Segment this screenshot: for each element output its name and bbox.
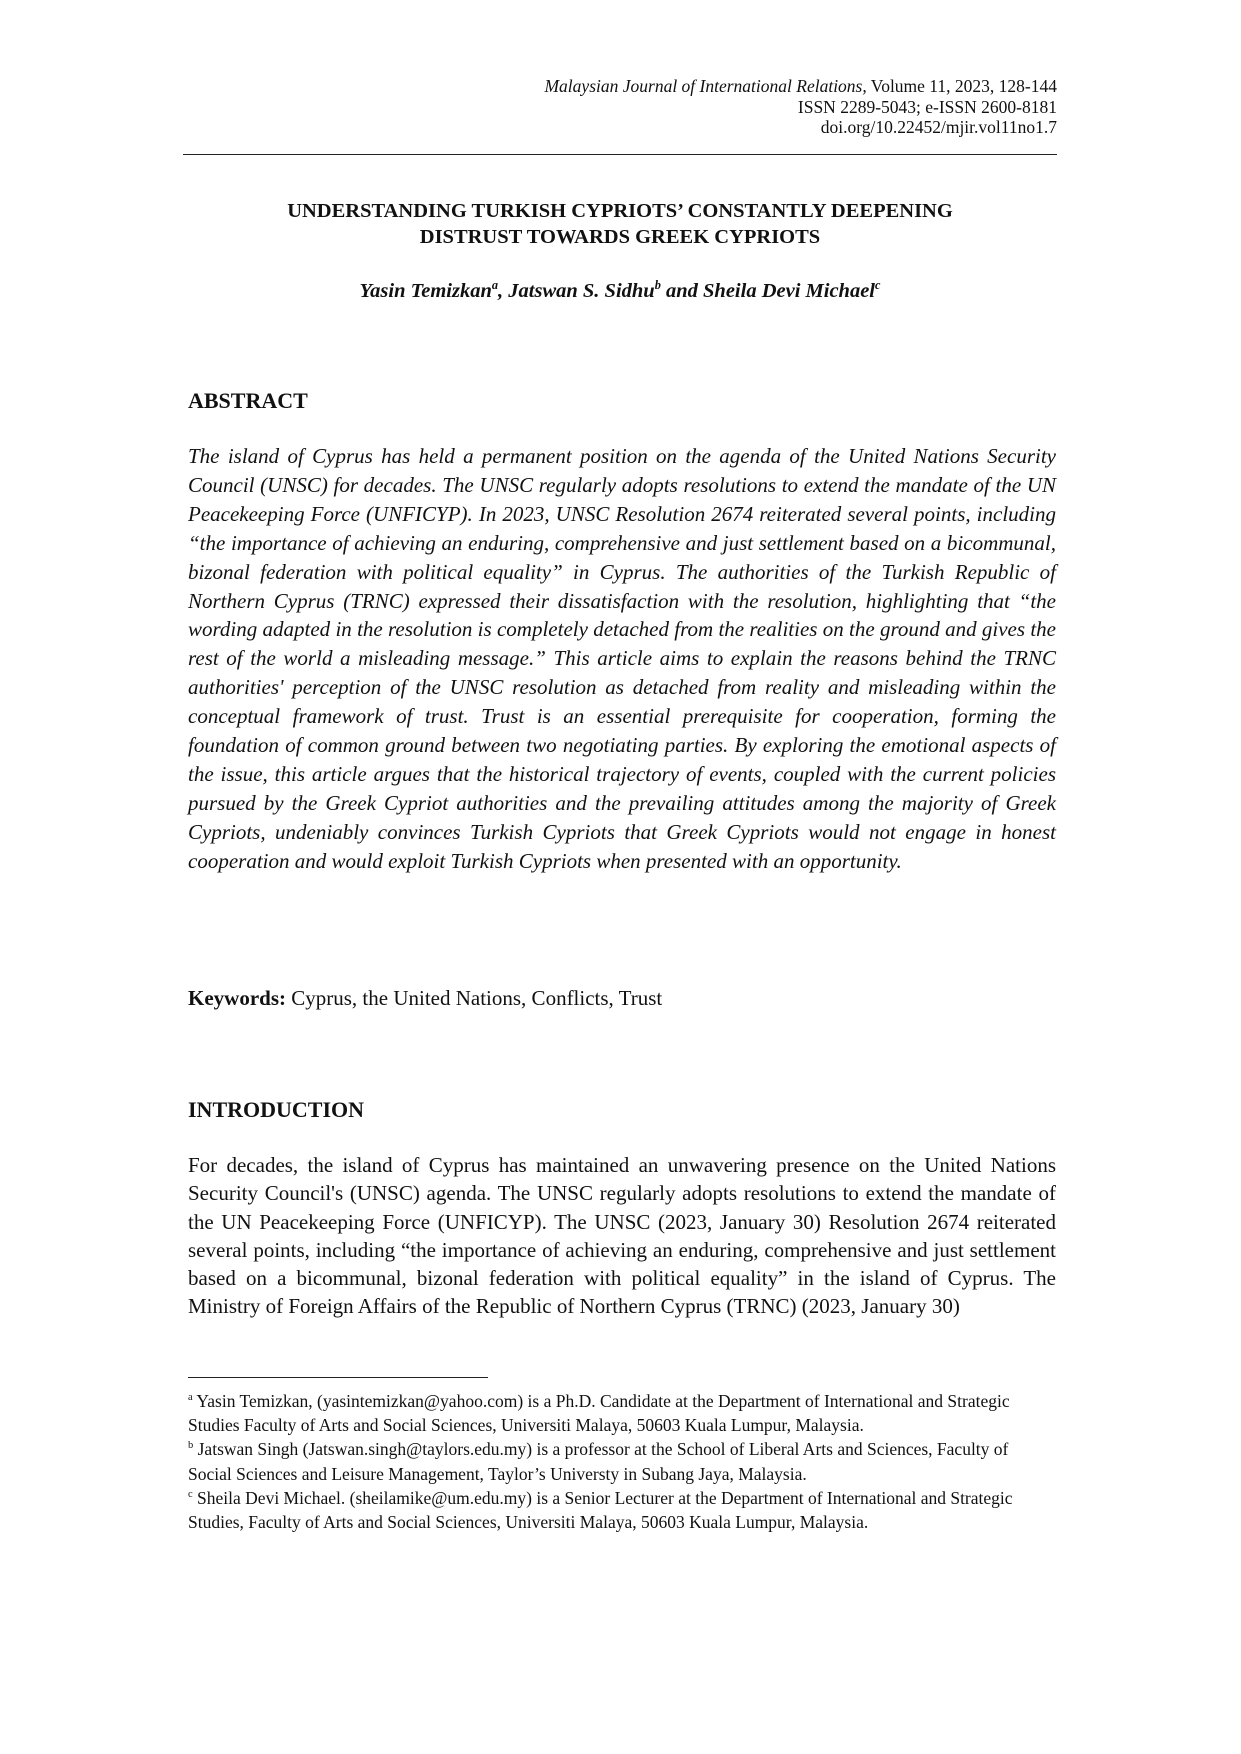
journal-issn: ISSN 2289-5043; e-ISSN 2600-8181: [797, 96, 1057, 117]
footnote-a-text: Yasin Temizkan, (yasintemizkan@yahoo.com) is a Ph.D. Candidate at the Department of International and Strategic Studies Faculty of Arts and Social Sciences, Universiti Malaya, 50603 Kuala Lumpur, Malaysia.: [188, 1391, 1010, 1436]
footnote-b: [188, 1437, 1056, 1485]
title-line-2: DISTRUST TOWARDS GREEK CYPRIOTS: [419, 226, 821, 248]
footnote-b-mark: b: [188, 1440, 194, 1452]
author-list: [183, 278, 1057, 304]
author-1-name: Yasin Temizkan: [359, 280, 492, 302]
author-3-affiliation-mark: c: [875, 278, 881, 293]
footnote-a-mark: a: [188, 1392, 193, 1404]
article-doi: doi.org/10.22452/mjir.vol11no1.7: [820, 117, 1057, 137]
introduction-text: For decades, the island of Cyprus has maintained an unwavering presence on the United Nations Security Council's (UNSC) agenda. The UNSC regularly adopts resolutions to extend the mandate of the UN Peacekeeping Force (UNFICYP). The UNSC (2023, January 30) Resolution 2674 reiterated several points, including “the importance of achieving an enduring, comprehensive and just settlement based on a bicommunal, bizonal federation with political equality” in the island of Cyprus. The Ministry of Foreign Affairs of the Republic of Northern Cyprus (TRNC) (2023, January 30): [188, 1153, 1056, 1319]
header-divider: [183, 154, 1057, 155]
footnote-c-text: Sheila Devi Michael. (sheilamike@um.edu.my) is a Senior Lecturer at the Department of International and Strategic Studies, Faculty of Arts and Social Sciences, Universiti Malaya, 50603 Kuala Lumpur, Malaysia.: [188, 1487, 1013, 1533]
title-line-1: UNDERSTANDING TURKISH CYPRIOTS’ CONSTANTLY DEEPENING: [287, 200, 953, 222]
author-separator-2: and: [660, 280, 704, 302]
footnote-a: [188, 1389, 1056, 1437]
author-1-affiliation-mark: a: [491, 278, 499, 293]
abstract-heading: ABSTRACT: [188, 388, 308, 413]
footnote-divider: [188, 1377, 488, 1378]
author-2-affiliation-mark: b: [654, 278, 661, 293]
running-head: [440, 76, 1057, 138]
author-3-name: Sheila Devi Michael: [703, 280, 875, 302]
keywords-text: Cyprus, the United Nations, Conflicts, Trust: [286, 986, 663, 1010]
footnote-c: [188, 1486, 1056, 1534]
keywords-label: Keywords:: [188, 986, 286, 1010]
author-separator-1: ,: [498, 280, 509, 302]
footnotes: [188, 1389, 1056, 1534]
journal-citation: [440, 76, 1057, 97]
keywords-line: [188, 984, 1056, 1012]
author-2-name: Jatswan S. Sidhu: [508, 280, 655, 302]
abstract-text: The island of Cyprus has held a permanent position on the agenda of the United Nations Security Council (UNSC) for decades. The UNSC regularly adopts resolutions to extend the mandate of the UN Peacekeeping Force (UNFICYP). In 2023, UNSC Resolution 2674 reiterated several points, including “the importance of achieving an enduring, comprehensive and just settlement based on a bicommunal, bizonal federation with political equality” in Cyprus. The authorities of the Turkish Republic of Northern Cyprus (TRNC) expressed their dissatisfaction with the resolution, highlighting that “the wording adapted in the resolution is completely detached from the realities on the ground and gives the rest of the world a misleading message.” This article aims to explain the reasons behind the TRNC authorities' perception of the UNSC resolution as detached from reality and misleading within the conceptual framework of trust. Trust is an essential prerequisite for cooperation, forming the foundation of common ground between two negotiating parties. By exploring the emotional aspects of the issue, this article argues that the historical trajectory of events, coupled with the current policies pursued by the Greek Cypriot authorities and the prevailing attitudes among the majority of Greek Cypriots, undeniably convinces Turkish Cypriots that Greek Cypriots would not engage in honest cooperation and would exploit Turkish Cypriots when presented with an opportunity.: [188, 444, 1056, 873]
introduction-heading: INTRODUCTION: [188, 1097, 365, 1122]
journal-name: Malaysian Journal of International Relations,: [544, 76, 867, 96]
footnote-b-text: Jatswan Singh (Jatswan.singh@taylors.edu.my) is a professor at the School of Liberal Arts and Sciences, Faculty of Social Sciences and Leisure Management, Taylor’s Universty in Subang Jaya, Malaysia.: [188, 1439, 1009, 1484]
article-title: [183, 198, 1057, 250]
footnote-c-mark: c: [188, 1488, 193, 1500]
journal-volume: Volume 11, 2023, 128-144: [866, 76, 1057, 96]
